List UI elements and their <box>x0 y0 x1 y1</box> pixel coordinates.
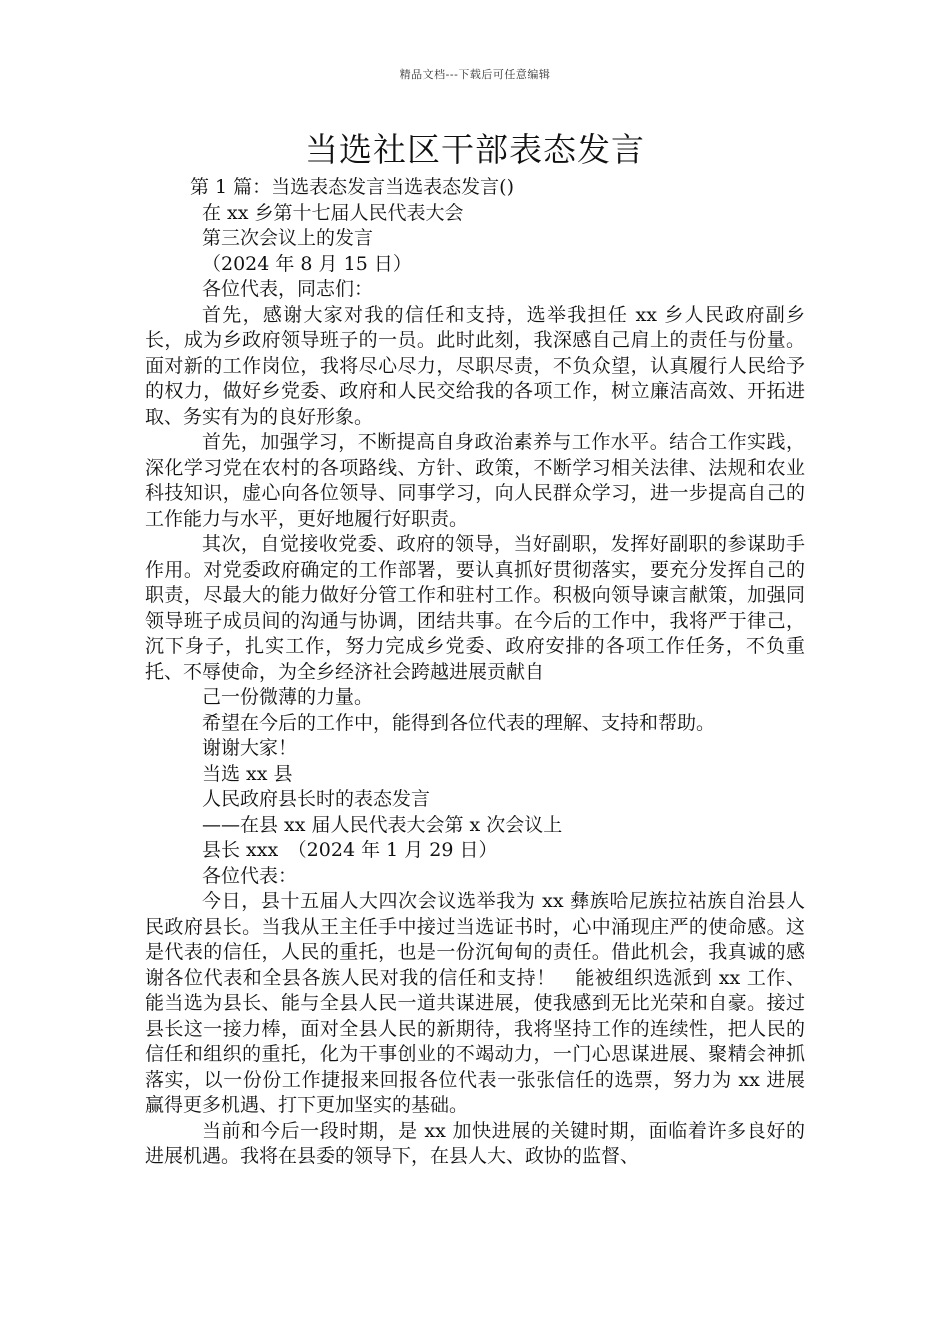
speech2-title-1: 当选 xx 县 <box>202 762 293 785</box>
heading-line: 第 1 篇：当选表态发言当选表态发言() <box>190 176 514 198</box>
paragraph-2: 首先，加强学习，不断提高自身政治素养与工作水平。结合工作实践，深化学习党在农村的各项路线、方针、政策，不断学习相关法律、法规和农业科技知识，虚心向各位领导、同事学习，向人民群众学习，进一步提高自己的工作能力与水平，更好地履行好职责。 <box>145 431 805 530</box>
speech2-salutation: 各位代表： <box>202 864 298 887</box>
document-title: 当选社区干部表态发言 <box>305 130 645 169</box>
speech2-title-2: 人民政府县长时的表态发言 <box>202 788 431 810</box>
paragraph-3: 其次，自觉接收党委、政府的领导，当好副职，发挥好副职的参谋助手作用。对党委政府确定的工作部署，要认真抓好贯彻落实，要充分发挥自己的职责，尽最大的能力做好分管工作和驻村工作。积极向领导谏言献策，加强同领导班子成员间的沟通与协调，团结共事。在今后的工作中，我将严于律己，沉下身子，扎实工作，努力完成乡党委、政府安排的各项工作任务，不负重托、不辱使命，为全乡经济社会跨越进展贡献自 <box>145 533 805 683</box>
thanks-line: 谢谢大家！ <box>202 737 298 759</box>
speech-date: （2024 年 8 月 15 日） <box>202 252 412 275</box>
paragraph-4: 希望在今后的工作中，能得到各位代表的理解、支持和帮助。 <box>202 711 716 734</box>
speech2-byline: 县长 xxx （2024 年 1 月 29 日） <box>202 839 498 861</box>
speech2-paragraph-2: 当前和今后一段时期，是 xx 加快进展的关键时期，面临着许多良好的进展机遇。我将在县委的领导下，在县人大、政协的监督、 <box>145 1119 805 1167</box>
speech2-paragraph-1: 今日，县十五届人大四次会议选举我为 xx 彝族哈尼族拉祜族自治县人民政府县长。当我从王主任手中接过当选证书时，心中涌现庄严的使命感。这是代表的信任，人民的重托，也是一份沉甸甸的责任。借此机会，我真诚的感谢各位代表和全县各族人民对我的信任和支持！ 能被组织选派到 xx 工作、能当选为县长、能与全县人民一道共谋进展，使我感到无比光荣和自豪。接过县长这一接力棒，面对全县人民的新期待，我将坚持工作的连续性，把人民的信任和组织的重托，化为干事创业的不竭动力，一门心思谋进展、聚精会神抓落实，以一份份工作捷报来回报各位代表一张张信任的选票，努力为 xx 进展赢得更多机遇、打下更加坚实的基础。 <box>145 890 805 1116</box>
page-header-note: 精品文档---下载后可任意编辑 <box>399 68 551 81</box>
speech2-subtitle: ——在县 xx 届人民代表大会第 x 次会议上 <box>202 813 563 836</box>
paragraph-3-continuation: 己一份微薄的力量。 <box>202 686 374 708</box>
salutation: 各位代表，同志们： <box>202 278 374 300</box>
paragraph-1: 首先，感谢大家对我的信任和支持，选举我担任 xx 乡人民政府副乡长，成为乡政府领导班子的一员。此时此刻，我深感自己肩上的责任与份量。面对新的工作岗位，我将尽心尽力，尽职尽责，不负众望，认真履行人民给予的权力，做好乡党委、政府和人民交给我的各项工作，树立廉洁高效、开拓进取、务实有为的良好形象。 <box>145 303 805 428</box>
venue-line-2: 第三次会议上的发言 <box>202 227 374 249</box>
venue-line-1: 在 xx 乡第十七届人民代表大会 <box>202 201 464 224</box>
document-body <box>145 175 805 1170</box>
